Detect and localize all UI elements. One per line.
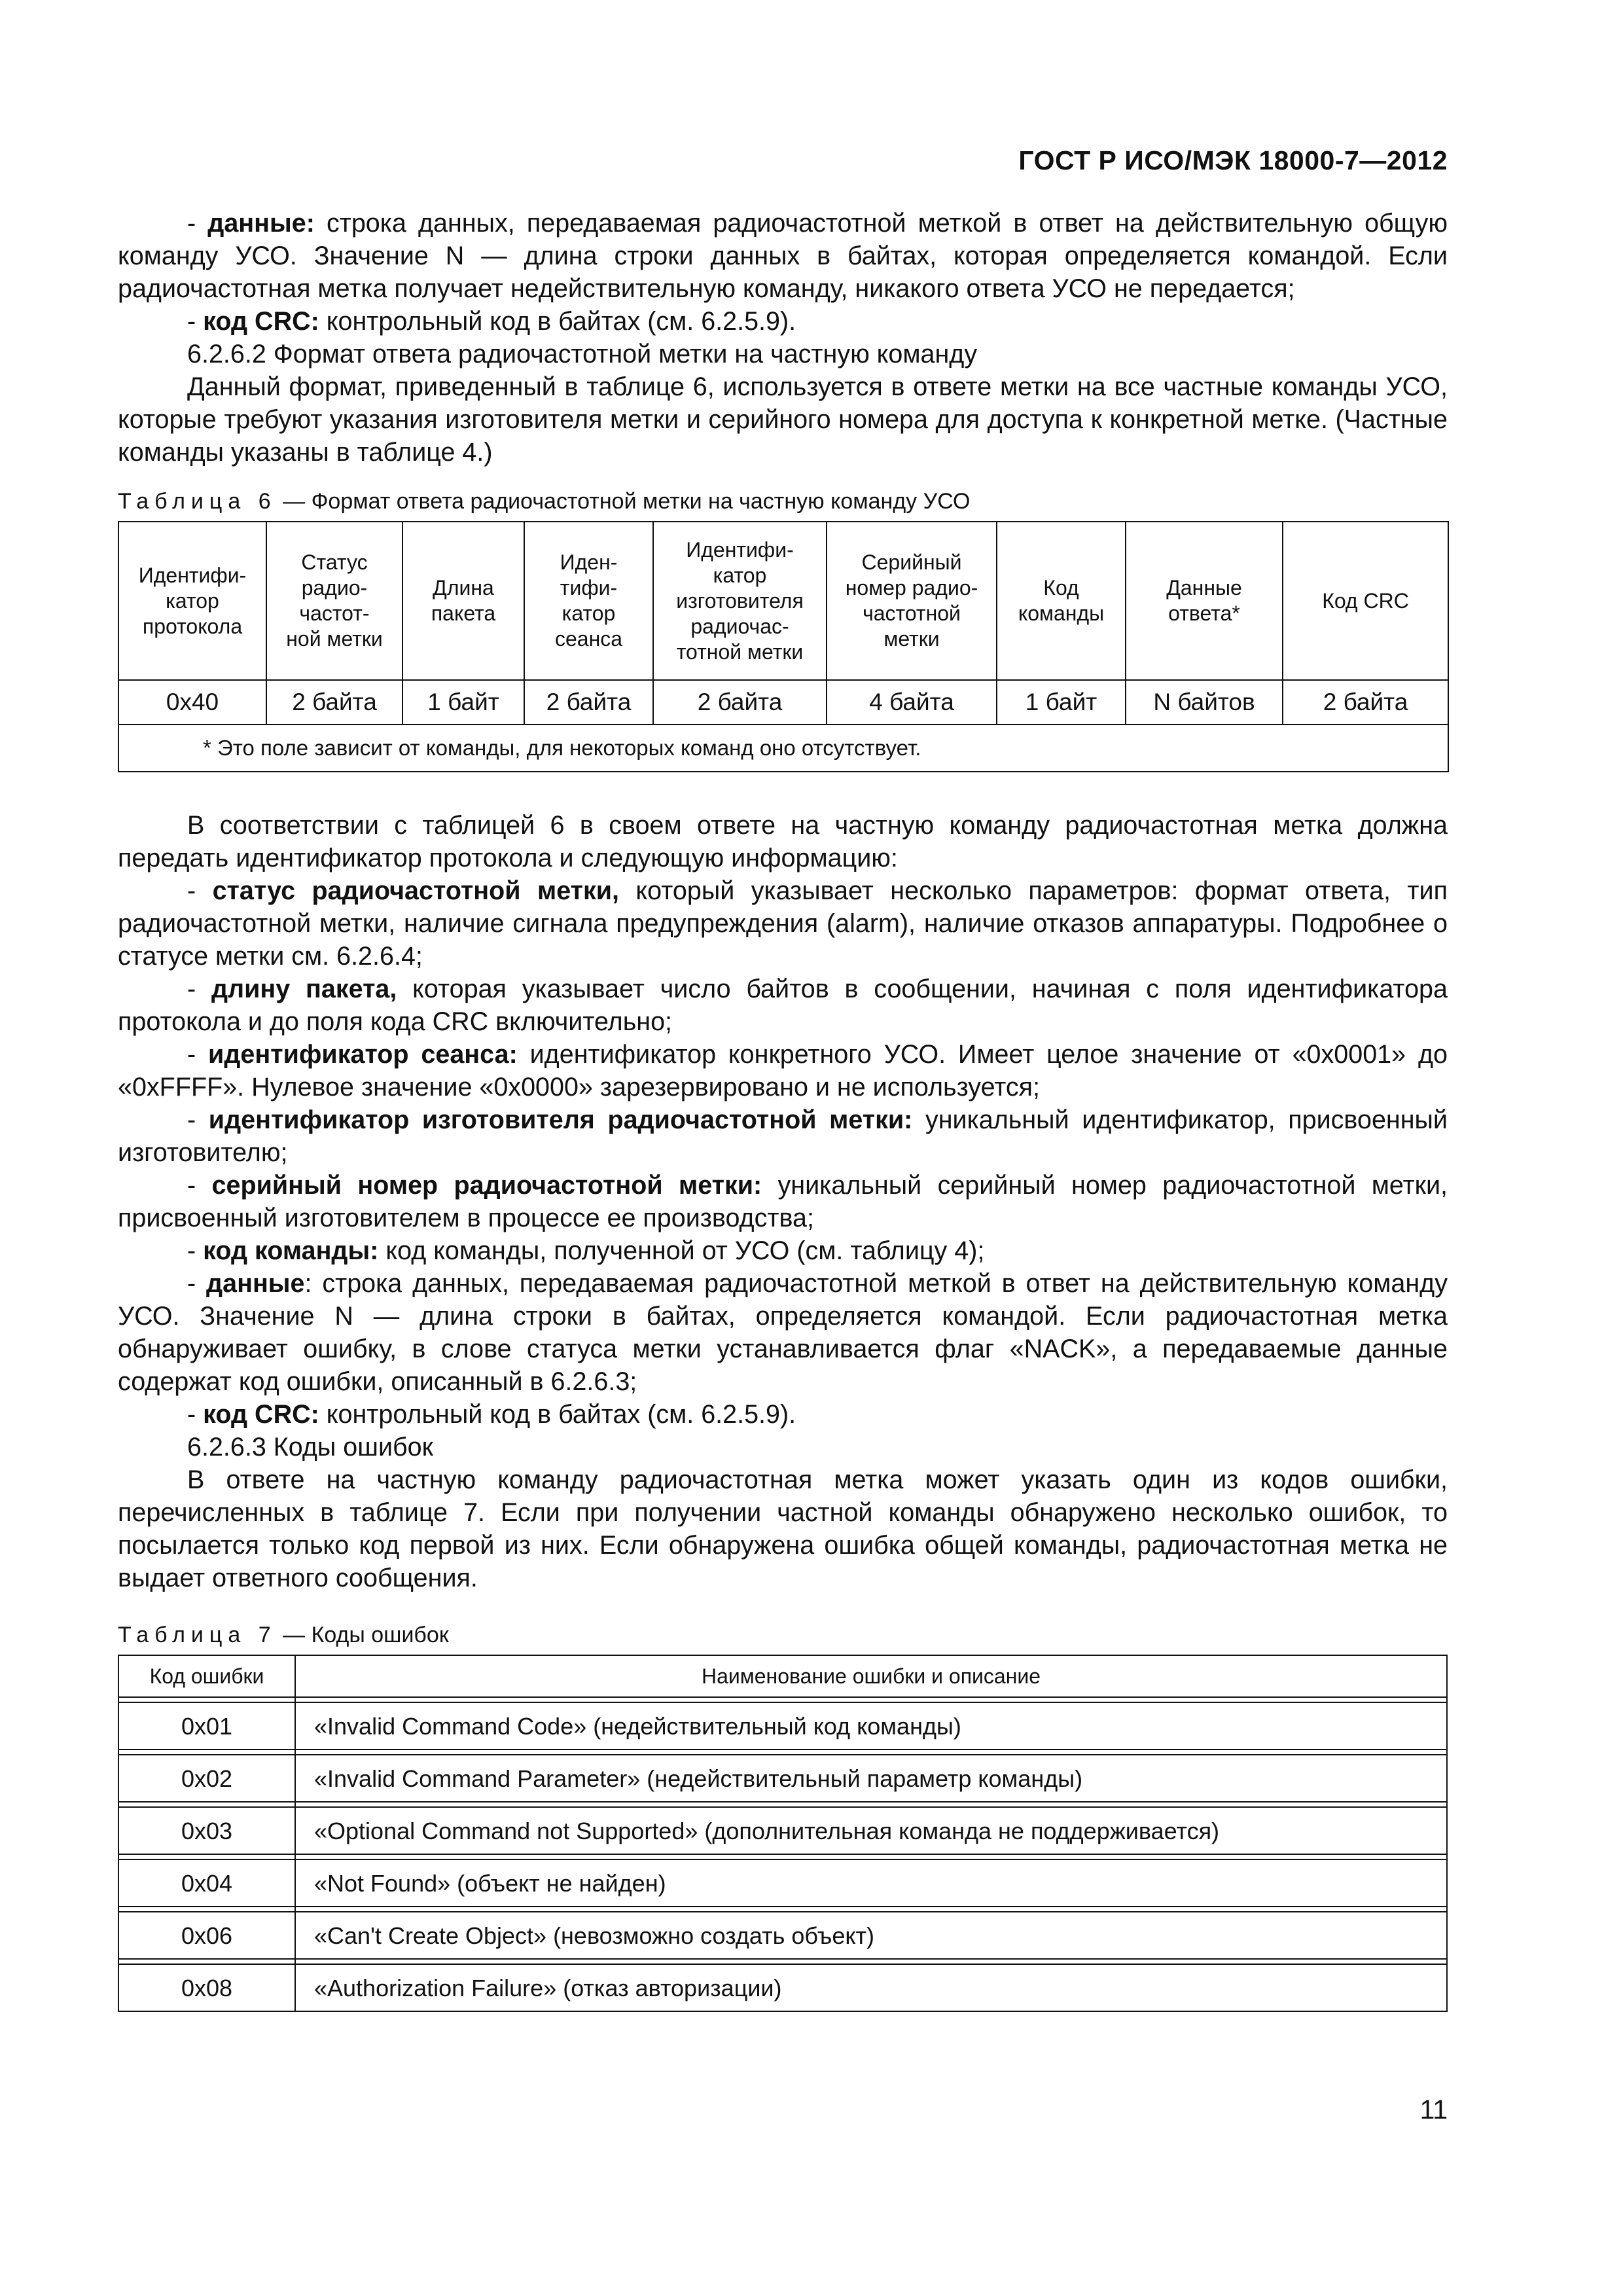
table7-row-gap	[118, 1854, 1447, 1859]
gap-cell	[295, 1907, 1447, 1912]
table6-value-row	[118, 680, 1448, 725]
page-content	[118, 207, 1448, 2012]
table6-header-row	[118, 522, 1448, 680]
intro-data-item: - данные: строка данных, передаваемая радиочастотной меткой в ответ на действительную общую команду УСО. Значение N — длина строки данных в байтах, которая определяется командой. Если радиочастотная метка получает недействительную команду, никакого ответа УСО не передается;	[118, 209, 1448, 303]
body-item-term: данные	[206, 1269, 305, 1298]
gap-cell	[118, 1802, 295, 1807]
error-code-cell: 0x02	[118, 1755, 295, 1802]
body-item-text: код команды, полученной от УСО (см. таблицу 4);	[378, 1236, 985, 1265]
table7-col-desc: Наименование ошибки и описание	[295, 1655, 1447, 1697]
table7-row-gap	[118, 1802, 1447, 1807]
body-item-term: код команды:	[203, 1236, 379, 1265]
body-item-term: серийный номер радиочастотной метки:	[211, 1171, 762, 1200]
error-code-cell: 0x08	[118, 1964, 295, 2011]
error-description-cell: «Can't Create Object» (невозможно создать объект)	[295, 1912, 1447, 1959]
error-description-cell: «Invalid Command Code» (недействительный код команды)	[295, 1702, 1447, 1749]
table7-row	[118, 1964, 1447, 2011]
body-list-item: - статус радиочастотной метки, который указывает несколько параметров: формат ответа, тип радиочастотной метки, наличие сигнала предупреждения (alarm), наличие отказов аппаратуры. Подробнее о статусе метки см. 6.2.6.4;	[118, 876, 1448, 971]
table6-caption-title: — Формат ответа радиочастотной метки на частную команду УСО	[276, 489, 971, 514]
body-item-term: код CRC:	[203, 1400, 319, 1429]
body-list-item: - данные: строка данных, передаваемая радиочастотной меткой в ответ на действительную команду УСО. Значение N — длина строки в байтах, определяется командой. Если радиочастотная метка обнаруживает ошибку, в слове статуса метки устанавливается флаг «NACK», а передаваемые данные содержат код ошибки, описанный в 6.2.6.3;	[118, 1269, 1448, 1396]
section-heading-6-2-6-3: 6.2.6.3 Коды ошибок	[187, 1433, 433, 1462]
table6-value-cell: 2 байта	[266, 680, 402, 725]
gap-cell	[295, 1959, 1447, 1964]
table6-header-cell: Код команды	[997, 522, 1126, 680]
table6-header-cell: Идентифи- катор изготовителя радиочас- тотной метки	[653, 522, 827, 680]
intro-data-term: данные:	[207, 209, 315, 238]
table6-value-cell: N байтов	[1126, 680, 1283, 725]
table6-value-cell: 1 байт	[402, 680, 524, 725]
body-list-item: - длину пакета, которая указывает число байтов в сообщении, начиная с поля идентификатора протокола и до поля кода CRC включительно;	[118, 975, 1448, 1036]
table7-col-code: Код ошибки	[118, 1655, 295, 1697]
body-item-term: идентификатор сеанса:	[208, 1040, 518, 1069]
body-item-term: статус радиочастотной метки,	[212, 876, 620, 905]
section-text-6-2-6-3: В ответе на частную команду радиочастотная метка может указать один из кодов ошибки, перечисленных в таблице 7. Если при получении частной команды обнаружено несколько ошибок, то посылается только код первой из них. Если обнаружена ошибка общей команды, радиочастотная метка не выдает ответного сообщения.	[118, 1465, 1448, 1592]
section-text-6-2-6-2: Данный формат, приведенный в таблице 6, используется в ответе метки на все частные команды УСО, которые требуют указания изготовителя метки и серийного номера для доступа к конкретной метке. (Частные команды указаны в таблице 4.)	[118, 372, 1448, 467]
error-description-cell: «Not Found» (объект не найден)	[295, 1859, 1447, 1907]
table7-row	[118, 1859, 1447, 1907]
body-item-text: уникальный идентификатор, присвоенный изготовителю;	[118, 1105, 1448, 1167]
body-list-item: - идентификатор сеанса: идентификатор конкретного УСО. Имеет целое значение от «0x0001» до «0xFFFF». Нулевое значение «0x0000» зарезервировано и не используется;	[118, 1040, 1448, 1102]
error-code-cell: 0x01	[118, 1702, 295, 1749]
table7-caption	[118, 1621, 1448, 1649]
error-code-cell: 0x04	[118, 1859, 295, 1907]
gap-cell	[295, 1697, 1447, 1702]
gap-cell	[295, 1802, 1447, 1807]
table6-note: * Это поле зависит от команды, для некоторых команд оно отсутствует.	[118, 725, 1448, 772]
table7	[118, 1655, 1448, 2012]
table7-header-row	[118, 1655, 1447, 1697]
body-item-text: уникальный серийный номер радиочастотной метки, присвоенный изготовителем в процессе ее производства;	[118, 1171, 1448, 1232]
error-code-cell: 0x06	[118, 1912, 295, 1959]
table7-caption-title: — Коды ошибок	[276, 1623, 449, 1647]
document-header: ГОСТ Р ИСО/МЭК 18000-7—2012	[1018, 145, 1448, 175]
body-item-text: идентификатор конкретного УСО. Имеет целое значение от «0x0001» до «0xFFFF». Нулевое значение «0x0000» зарезервировано и не используется;	[118, 1040, 1448, 1102]
table7-row	[118, 1755, 1447, 1802]
body-list-item: - код команды: код команды, полученной от УСО (см. таблицу 4);	[187, 1236, 985, 1265]
table6-value-cell: 2 байта	[1283, 680, 1448, 725]
table6-value-cell: 1 байт	[997, 680, 1126, 725]
gap-cell	[118, 1907, 295, 1912]
gap-cell	[118, 1959, 295, 1964]
table6-header-cell: Идентифи- катор протокола	[118, 522, 266, 680]
error-description-cell: «Optional Command not Supported» (дополнительная команда не поддерживается)	[295, 1807, 1447, 1854]
table7-row-gap	[118, 1697, 1447, 1702]
page-number: 11	[1419, 2094, 1448, 2125]
error-description-cell: «Invalid Command Parameter» (недействительный параметр команды)	[295, 1755, 1447, 1802]
table6-note-row	[118, 725, 1448, 772]
table6-header-cell: Код CRC	[1283, 522, 1448, 680]
section-heading-6-2-6-2: 6.2.6.2 Формат ответа радиочастотной метки на частную команду	[187, 340, 978, 368]
gap-cell	[295, 1854, 1447, 1859]
body-lead: В соответствии с таблицей 6 в своем ответе на частную команду радиочастотная метка должна передать идентификатор протокола и следующую информацию:	[118, 811, 1448, 872]
gap-cell	[295, 1749, 1447, 1755]
table6-header-cell: Иден- тифи- катор сеанса	[524, 522, 653, 680]
gap-cell	[118, 1697, 295, 1702]
gap-cell	[118, 1854, 295, 1859]
error-description-cell: «Authorization Failure» (отказ авторизации)	[295, 1964, 1447, 2011]
body-list-item: - код CRC: контрольный код в байтах (см. 6.2.5.9).	[187, 1400, 796, 1429]
body-item-text: которая указывает число байтов в сообщении, начиная с поля идентификатора протокола и до поля кода CRC включительно;	[118, 975, 1448, 1036]
gap-cell	[118, 1749, 295, 1755]
intro-crc-item: - код CRC: контрольный код в байтах (см. 6.2.5.9).	[187, 307, 796, 336]
table7-row	[118, 1912, 1447, 1959]
table6-value-cell: 2 байта	[524, 680, 653, 725]
table6-value-cell: 0x40	[118, 680, 266, 725]
body-item-text: контрольный код в байтах (см. 6.2.5.9).	[319, 1400, 796, 1429]
table6-header-cell: Статус радио- частот- ной метки	[266, 522, 402, 680]
body-list-item: - серийный номер радиочастотной метки: уникальный серийный номер радиочастотной метки, присвоенный изготовителем в процессе ее производства;	[118, 1171, 1448, 1232]
body-item-list	[118, 874, 1448, 1431]
table7-row-gap	[118, 1907, 1447, 1912]
intro-crc-term: код CRC:	[203, 307, 319, 336]
table6-header-cell: Данные ответа*	[1126, 522, 1283, 680]
table6-value-cell: 2 байта	[653, 680, 827, 725]
table7-row	[118, 1702, 1447, 1749]
body-item-text: : строка данных, передаваемая радиочастотной меткой в ответ на действительную команду УСО. Значение N — длина строки в байтах, определяется командой. Если радиочастотная метка обнаруживает ошибку, в слове статуса метки устанавливается флаг «NACK», а передаваемые данные содержат код ошибки, описанный в 6.2.6.3;	[118, 1269, 1448, 1396]
intro-crc-text: контрольный код в байтах (см. 6.2.5.9).	[319, 307, 796, 336]
table6	[118, 521, 1449, 772]
table7-caption-label: Таблица 7	[118, 1623, 277, 1647]
table6-value-cell: 4 байта	[827, 680, 997, 725]
error-code-cell: 0x03	[118, 1807, 295, 1854]
table6-header-cell: Длина пакета	[402, 522, 524, 680]
body-item-text: который указывает несколько параметров: формат ответа, тип радиочастотной метки, наличие сигнала предупреждения (alarm), наличие отказов аппаратуры. Подробнее о статусе метки см. 6.2.6.4;	[118, 876, 1448, 971]
table6-caption	[118, 487, 1448, 516]
body-item-term: идентификатор изготовителя радиочастотной метки:	[208, 1105, 913, 1134]
table7-row-gap	[118, 1749, 1447, 1755]
intro-data-text: строка данных, передаваемая радиочастотной меткой в ответ на действительную общую команду УСО. Значение N — длина строки данных в байтах, которая определяется командой. Если радиочастотная метка получает недействительную команду, никакого ответа УСО не передается;	[118, 209, 1448, 303]
body-item-term: длину пакета,	[211, 975, 397, 1003]
table7-row	[118, 1807, 1447, 1854]
table6-header-cell: Серийный номер радио- частотной метки	[827, 522, 997, 680]
table6-caption-label: Таблица 6	[118, 489, 277, 514]
table7-row-gap	[118, 1959, 1447, 1964]
body-list-item: - идентификатор изготовителя радиочастотной метки: уникальный идентификатор, присвоенный изготовителю;	[118, 1105, 1448, 1167]
